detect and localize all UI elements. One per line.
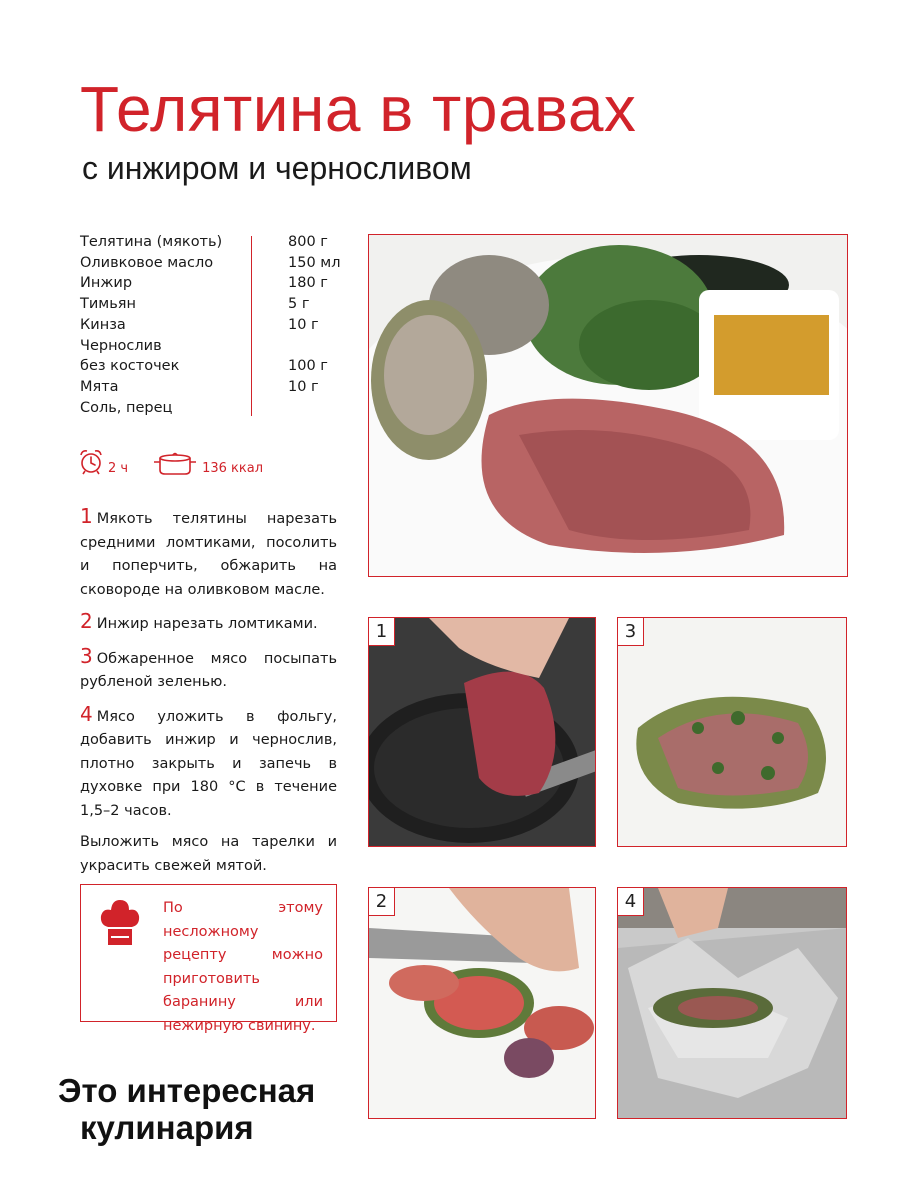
step-2-photo — [368, 887, 596, 1119]
step-text: Инжир нарезать ломтиками. — [96, 616, 318, 632]
step-4-photo — [617, 887, 847, 1119]
step-item — [80, 703, 337, 824]
ingredient-name: Кинза — [80, 316, 126, 333]
ingredient-name: без косточек — [80, 358, 180, 375]
ingredient-name: Мята — [80, 378, 119, 395]
ingredient-name: Телятина (мякоть) — [80, 234, 223, 250]
ingredient-row — [80, 273, 360, 294]
ingredient-qty: 10 г — [288, 316, 319, 333]
step-item — [80, 645, 337, 695]
step-number: 4 — [80, 701, 93, 726]
ingredient-row — [80, 377, 360, 398]
ingredient-row — [80, 356, 360, 377]
step-1-photo — [368, 617, 596, 847]
ingredient-name: Соль, перец — [80, 399, 173, 416]
brand-line-2: кулинария — [80, 1109, 254, 1146]
ingredient-name: Инжир — [80, 275, 133, 292]
ingredient-qty: 5 г — [288, 296, 310, 313]
recipe-steps — [80, 505, 337, 878]
step-number: 1 — [80, 504, 93, 528]
calories: 136 ккал — [202, 461, 264, 476]
tip-box — [80, 884, 337, 1034]
ingredient-row — [80, 315, 360, 336]
ingredient-row — [80, 294, 360, 315]
step-text: Обжаренное мясо посыпать рубленой зеленью. — [80, 650, 337, 690]
ingredient-row — [80, 253, 360, 274]
step-item — [80, 610, 337, 637]
step-number: 3 — [80, 643, 93, 668]
ingredient-qty: 180 г — [288, 275, 328, 292]
recipe-subtitle: с инжиром и черносливом — [82, 150, 472, 186]
final-note: Выложить мясо на тарелки и украсить свежей мятой. — [80, 834, 337, 874]
step-3-photo — [617, 617, 847, 847]
ingredient-name: Оливковое масло — [80, 254, 214, 271]
step-4-number: 4 — [618, 888, 644, 916]
ingredient-name: Тимьян — [80, 296, 136, 313]
brand-line-1: Это интересная — [58, 1072, 316, 1109]
step-text: Мясо уложить в фольгу, добавить инжир и чернослив, плотно закрыть и запечь в духовке при 180 °С в течение 1,5–2 часов. — [80, 708, 337, 819]
ingredient-qty: 150 мл — [288, 254, 341, 271]
chef-hat-icon — [99, 897, 141, 953]
tip-text: По этому несложному рецепту можно приготовить баранину или нежирную свинину. — [163, 900, 323, 1034]
cooking-pot-icon — [152, 450, 198, 476]
ingredient-row — [80, 336, 360, 357]
ingredient-row — [80, 398, 360, 419]
alarm-clock-icon — [78, 448, 104, 476]
ingredients-list — [80, 232, 360, 418]
step-item — [80, 505, 337, 602]
ingredient-row — [80, 232, 360, 253]
recipe-meta — [78, 448, 263, 476]
cooking-time: 2 ч — [108, 461, 129, 476]
ingredient-name: Чернослив — [80, 337, 162, 354]
step-3-number: 3 — [618, 618, 644, 646]
ingredients-divider — [251, 236, 252, 416]
step-2-number: 2 — [369, 888, 395, 916]
ingredient-qty: 100 г — [288, 358, 328, 375]
ingredient-qty: 10 г — [288, 378, 319, 395]
step-number: 2 — [80, 609, 93, 633]
ingredient-qty: 800 г — [288, 234, 328, 250]
main-dish-photo — [368, 234, 848, 577]
brand-logo — [58, 1072, 315, 1146]
step-text: Мякоть телятины нарезать средними ломтиками, посолить и поперчить, обжарить на сковороде на оливковом масле. — [80, 511, 337, 598]
step-1-number: 1 — [369, 618, 395, 646]
recipe-title: Телятина в травах — [80, 73, 637, 145]
